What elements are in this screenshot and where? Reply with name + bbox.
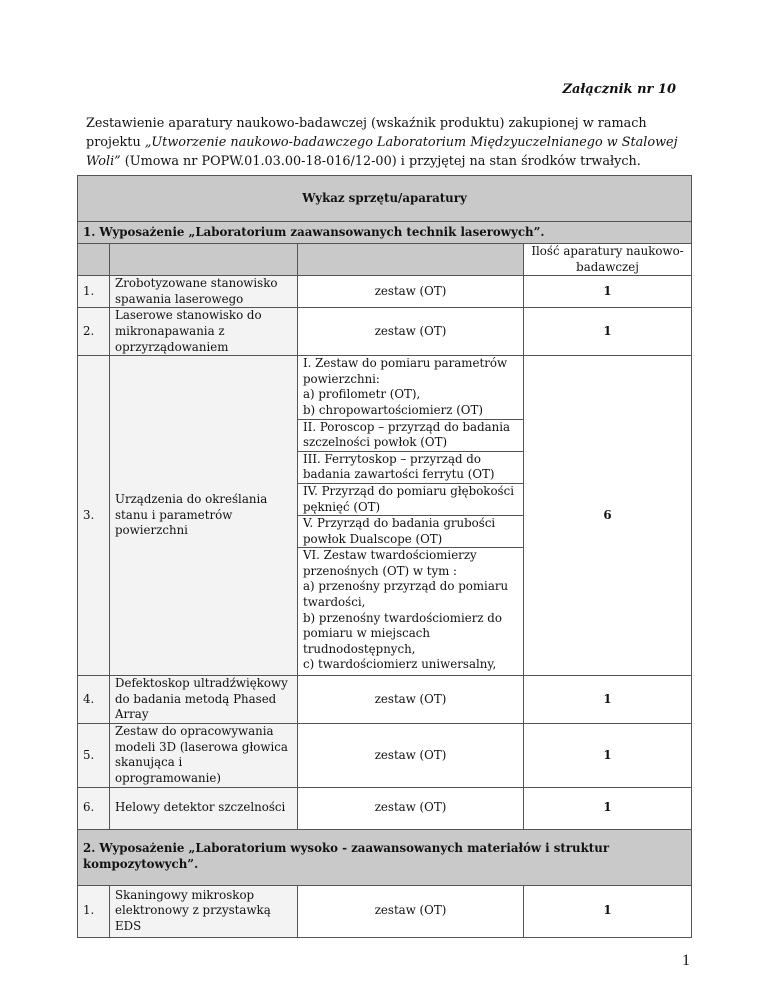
intro-text-1: Zestawienie aparatury naukowo-badawczej (wskaźnik produktu) zakupionej w ramach projektu [86,116,647,150]
equipment-name: Laserowe stanowisko do mikronapawania z oprzyrządowaniem [110,308,298,356]
table-row [78,356,692,676]
equipment-items [298,356,523,673]
row-number: 6. [78,787,110,829]
row-number: 4. [78,676,110,724]
equipment-items-cell [298,356,524,676]
qty-header: Ilość aparatury naukowo-badawczej [524,244,692,276]
table-row [78,787,692,829]
project-title: „Utworzenie naukowo-badawczego Laboratorium Międzyuczelnianego w Stalowej Woli” [86,135,678,169]
item-line: I. Zestaw do pomiaru parametrów powierzchni: [303,356,508,386]
equipment-name: Helowy detektor szczelności [110,787,298,829]
section1-heading: 1. Wyposażenie „Laboratorium zaawansowanych technik laserowych”. [78,222,692,244]
section2-heading: 2. Wyposażenie „Laboratorium wysoko - zaawansowanych materiałów i struktur kompozytowych”. [78,829,692,885]
table-row [78,885,692,937]
equipment-type: zestaw (OT) [298,676,524,724]
table-row [78,308,692,356]
equipment-table [77,175,692,938]
row-number: 5. [78,724,110,787]
page-number: 1 [682,952,690,969]
item-line: b) chropowartościomierz (OT) [303,402,483,417]
item-line: VI. Zestaw twardościomierzy przenośnych (OT) w tym : [303,548,477,578]
table-title: Wykaz sprzętu/aparatury [78,176,692,222]
table-row [78,676,692,724]
equipment-qty: 1 [524,885,692,937]
list-item: V. Przyrząd do badania grubości powłok Dualscope (OT) [298,516,523,548]
header-num-cell [78,244,110,276]
intro-paragraph [86,114,680,171]
equipment-type: zestaw (OT) [298,885,524,937]
row-number: 1. [78,276,110,308]
attachment-label: Załącznik nr 10 [562,82,676,97]
row-number: 3. [78,356,110,676]
item-line: a) przenośny przyrząd do pomiaru twardości, [303,579,509,610]
equipment-name: Defektoskop ultradźwiękowy do badania metodą Phased Array [110,676,298,724]
list-item [298,356,523,419]
intro-text-2: (Umowa nr POPW.01.03.00-18-016/12-00) i przyjętej na stan środków trwałych. [120,154,641,169]
equipment-name: Zestaw do opracowywania modeli 3D (laserowa głowica skanująca i oprogramowanie) [110,724,298,787]
list-item: III. Ferrytoskop – przyrząd do badania zawartości ferrytu (OT) [298,451,523,483]
list-item [298,548,523,673]
equipment-type: zestaw (OT) [298,724,524,787]
equipment-qty: 1 [524,787,692,829]
equipment-qty: 1 [524,308,692,356]
header-type-cell [298,244,524,276]
equipment-type: zestaw (OT) [298,308,524,356]
list-item: IV. Przyrząd do pomiaru głębokości pęknięć (OT) [298,483,523,515]
header-name-cell [110,244,298,276]
equipment-qty: 1 [524,676,692,724]
item-line: a) profilometr (OT), [303,387,421,402]
list-item: II. Poroscop – przyrząd do badania szczelności powłok (OT) [298,419,523,451]
equipment-type: zestaw (OT) [298,276,524,308]
item-line: b) przenośny twardościomierz do pomiaru w miejscach trudnodostępnych, [303,610,502,656]
table-row [78,724,692,787]
row-number: 2. [78,308,110,356]
row-number: 1. [78,885,110,937]
equipment-qty: 6 [524,356,692,676]
equipment-name: Zrobotyzowane stanowisko spawania laserowego [110,276,298,308]
table-row [78,276,692,308]
equipment-qty: 1 [524,276,692,308]
equipment-name: Urządzenia do określania stanu i parametrów powierzchni [110,356,298,676]
equipment-qty: 1 [524,724,692,787]
item-line: c) twardościomierz uniwersalny, [303,657,497,672]
equipment-name: Skaningowy mikroskop elektronowy z przystawką EDS [110,885,298,937]
equipment-type: zestaw (OT) [298,787,524,829]
